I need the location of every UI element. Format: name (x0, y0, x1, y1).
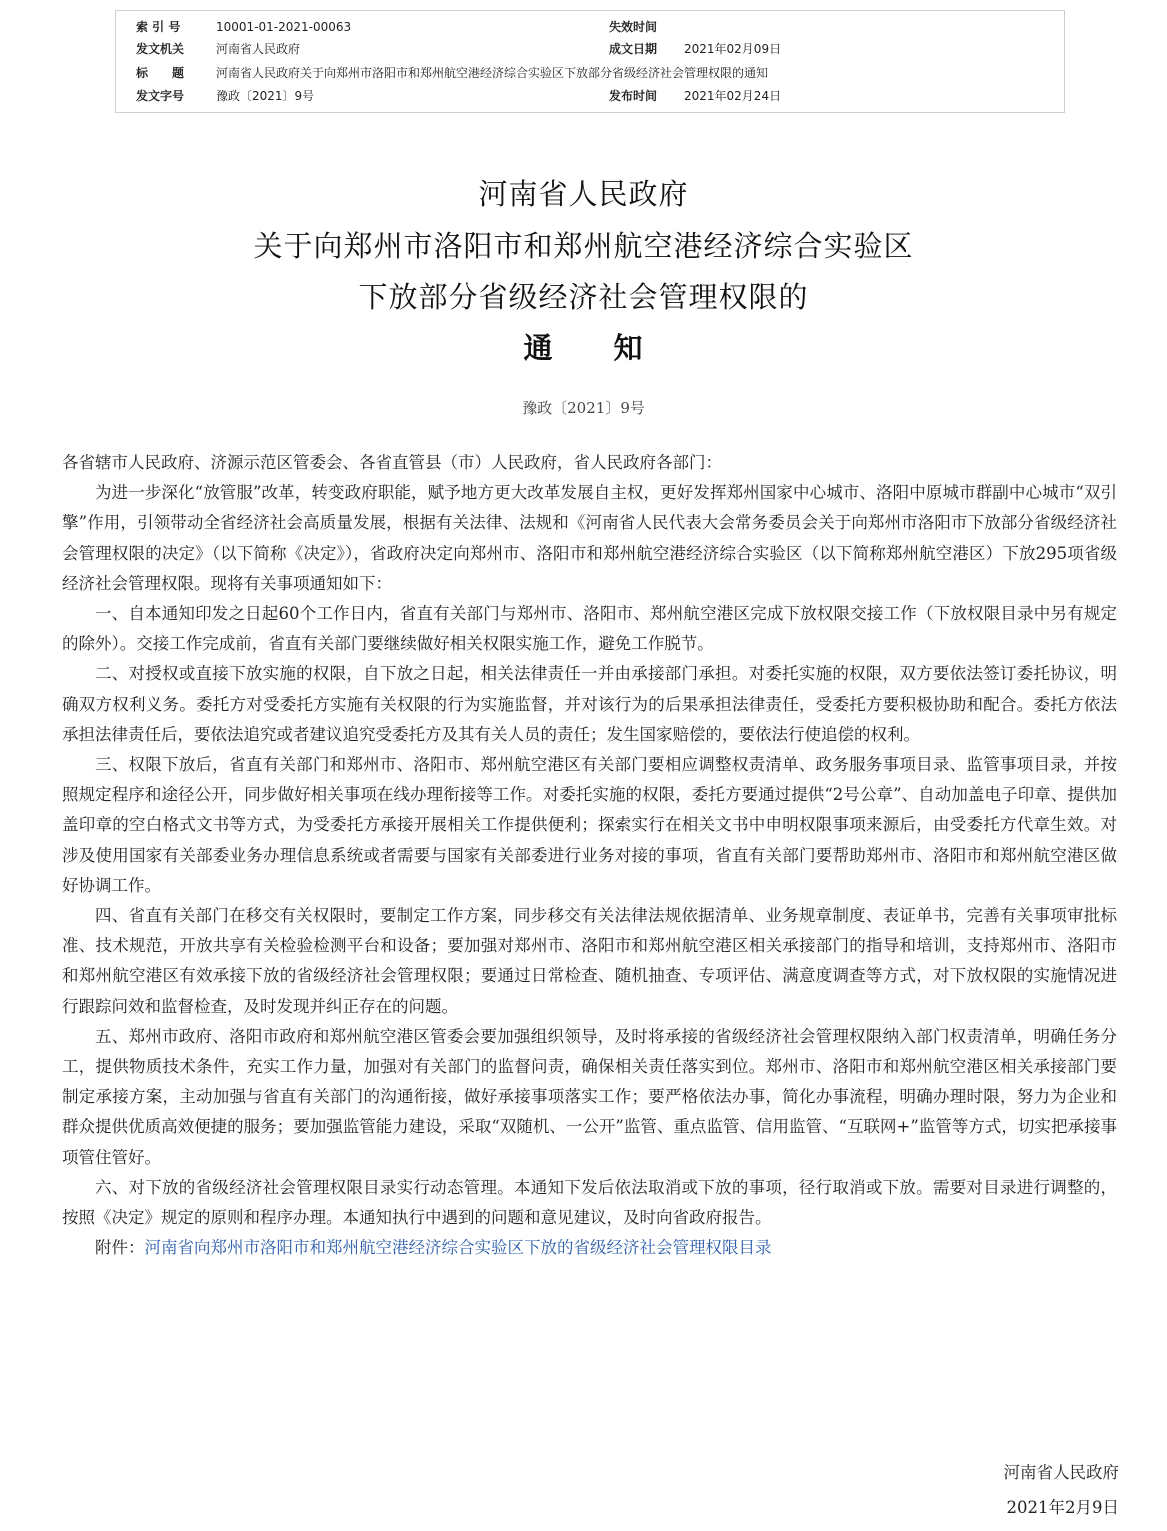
index-value: 10001-01-2021-00063 (216, 20, 352, 34)
title-line-1: 河南省人民政府 (478, 177, 689, 211)
title-line-3: 下放部分省级经济社会管理权限的 (358, 280, 809, 314)
signature-date: 2021年2月9日 (1006, 1498, 1119, 1517)
title-line-2: 关于向郑州市洛阳市和郑州航空港经济综合实验区 (253, 229, 914, 263)
paragraph-3: 三、权限下放后，省直有关部门和郑州市、洛阳市、郑州航空港区有关部门要相应调整权责清单、政务服务事项目录、监管事项目录，并按照规定程序和途径公开，同步做好相关事项在线办理衔接等工作。对委托实施的权限，委托方要通过提供“2号公章”、自动加盖电子印章、提供加盖印章的空白格式文书等方式，为受委托方承接开展相关工作提供便利；探索实行在相关文书中申明权限事项来源后，由受委托方代章生效。对涉及使用国家有关部委业务办理信息系统或者需要与国家有关部委进行业务对接的事项，省直有关部门要帮助郑州市、洛阳市和郑州航空港区做好协调工作。 (62, 755, 1117, 895)
document-metadata-table (115, 10, 1065, 113)
issuer-label: 发文机关 (136, 42, 185, 56)
meta-row-subject (116, 62, 1064, 84)
docno-value: 豫政〔2021〕9号 (216, 89, 315, 103)
index-label: 索 引 号 (136, 20, 181, 34)
salutation: 各省辖市人民政府、济源示范区管委会、各省直管县（市）人民政府，省人民政府各部门： (62, 453, 722, 472)
expiry-label: 失效时间 (609, 20, 658, 34)
subject-label: 标 题 (136, 66, 185, 80)
document-body (62, 448, 1117, 1263)
attachment-label: 附件： (95, 1238, 145, 1258)
issuer-value: 河南省人民政府 (216, 42, 301, 56)
paragraph-2: 二、对授权或直接下放实施的权限，自下放之日起，相关法律责任一并由承接部门承担。对委托实施的权限，双方要依法签订委托协议，明确双方权利义务。委托方对受委托方实施有关权限的行为实施监督，并对该行为的后果承担法律责任，受委托方要积极协助和配合。委托方依法承担法律责任后，要依法追究或者建议追究受委托方及其有关人员的责任；发生国家赔偿的，要依法行使追偿的权利。 (62, 664, 1117, 744)
written-date-label: 成文日期 (609, 42, 658, 56)
written-date-value: 2021年02月09日 (684, 42, 782, 56)
meta-row-index (116, 16, 1064, 38)
signature-org: 河南省人民政府 (1003, 1463, 1119, 1482)
document-number: 豫政〔2021〕9号 (522, 399, 645, 417)
attachment-link[interactable]: 河南省向郑州市洛阳市和郑州航空港经济综合实验区下放的省级经济社会管理权限目录 (144, 1238, 772, 1258)
paragraph-5: 五、郑州市政府、洛阳市政府和郑州航空港区管委会要加强组织领导，及时将承接的省级经济社会管理权限纳入部门权责清单，明确任务分工，提供物质技术条件，充实工作力量，加强对有关部门的监督问责，确保相关责任落实到位。郑州市、洛阳市和郑州航空港区相关承接部门要制定承接方案，主动加强与省直有关部门的沟通衔接，做好承接事项落实工作；要严格依法办事，简化办事流程，明确办理时限，努力为企业和群众提供优质高效便捷的服务；要加强监管能力建设，采取“双随机、一公开”监管、重点监管、信用监管、“互联网+”监管等方式，切实把承接事项管住管好。 (62, 1026, 1117, 1167)
attachment-line (62, 1233, 1117, 1263)
meta-row-docno (116, 85, 1064, 107)
paragraph-1: 一、自本通知印发之日起60个工作日内，省直有关部门与郑州市、洛阳市、郑州航空港区完成下放权限交接工作（下放权限目录中另有规定的除外）。交接工作完成前，省直有关部门要继续做好相关权限实施工作，避免工作脱节。 (62, 604, 1117, 654)
paragraph-intro: 为进一步深化“放管服”改革，转变政府职能，赋予地方更大改革发展自主权，更好发挥郑州国家中心城市、洛阳中原城市群副中心城市“双引擎”作用，引领带动全省经济社会高质量发展，根据有关法律、法规和《河南省人民代表大会常务委员会关于向郑州市洛阳市下放部分省级经济社会管理权限的决定》（以下简称《决定》），省政府决定向郑州市、洛阳市和郑州航空港经济综合实验区（以下简称郑州航空港区）下放295项省级经济社会管理权限。现将有关事项通知如下： (62, 483, 1117, 593)
paragraph-4: 四、省直有关部门在移交有关权限时，要制定工作方案，同步移交有关法律法规依据清单、业务规章制度、表证单书，完善有关事项审批标准、技术规范，开放共享有关检验检测平台和设备；要加强对郑州市、洛阳市和郑州航空港区相关承接部门的指导和培训，支持郑州市、洛阳市和郑州航空港区有效承接下放的省级经济社会管理权限；要通过日常检查、随机抽查、专项评估、满意度调查等方式，对下放权限的实施情况进行跟踪问效和监督检查，及时发现并纠正存在的问题。 (62, 906, 1117, 1016)
paragraph-6: 六、对下放的省级经济社会管理权限目录实行动态管理。本通知下发后依法取消或下放的事项，径行取消或下放。需要对目录进行调整的，按照《决定》规定的原则和程序办理。本通知执行中遇到的问题和意见建议，及时向省政府报告。 (62, 1177, 1117, 1228)
meta-row-issuer (116, 38, 1064, 60)
docno-label: 发文字号 (136, 89, 185, 103)
subject-value: 河南省人民政府关于向郑州市洛阳市和郑州航空港经济综合实验区下放部分省级经济社会管理权限的通知 (216, 66, 769, 80)
publish-value: 2021年02月24日 (684, 89, 782, 103)
publish-label: 发布时间 (609, 89, 658, 103)
title-line-4: 通 知 (523, 331, 644, 365)
